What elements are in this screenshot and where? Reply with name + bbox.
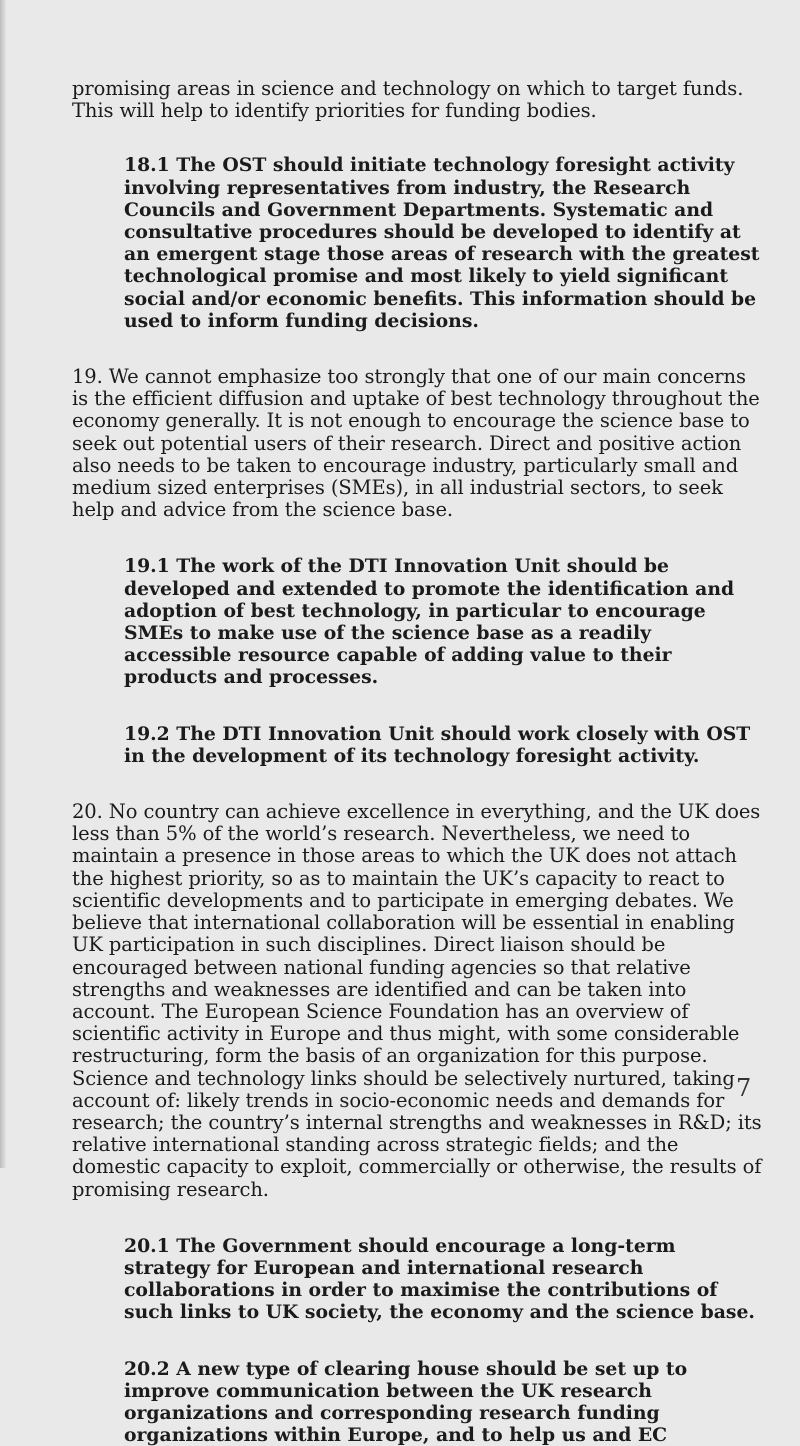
recommendation-18-1: 18.1 The OST should initiate technology foresight activity involving representatives from industry, the Research Councils and Government Departments. Systematic and consultative procedures should be developed to identify at an emergent stage those areas of research with the greatest technological promise and most likely to yield significant social and/or economic benefits. This information should be used to inform funding decisions. bbox=[124, 154, 760, 332]
spacer bbox=[72, 767, 762, 801]
paragraph-19: 19. We cannot emphasize too strongly that one of our main concerns is the efficient diffusion and uptake of best technology throughout the economy generally. It is not enough to encourage the science base to seek out potential users of their research. Direct and positive action also needs to be taken to encourage industry, particularly small and medium sized enterprises (SMEs), in all industrial sectors, to seek help and advice from the science base. bbox=[72, 365, 760, 522]
recommendation-19-2: 19.2 The DTI Innovation Unit should work closely with OST in the development of its technology foresight activity. bbox=[124, 722, 751, 767]
spacer bbox=[72, 122, 762, 154]
paragraph-18-continuation: promising areas in science and technology on which to target funds. This will help to identify priorities for funding bodies. bbox=[72, 77, 744, 123]
page-edge-shadow bbox=[0, 0, 6, 1168]
recommendation-20-2: 20.2 A new type of clearing house should be set up to improve communication between the UK research organizations and corresponding research funding organizations within Europe, and to help us and EC bbox=[124, 1357, 688, 1446]
document-page bbox=[72, 78, 762, 1446]
spacer bbox=[72, 332, 762, 366]
spacer bbox=[72, 1201, 762, 1235]
spacer bbox=[72, 689, 762, 723]
spacer bbox=[72, 1324, 762, 1358]
recommendation-20-1: 20.1 The Government should encourage a long-term strategy for European and international research collaborations in order to maximise the contributions of such links to UK society, the economy and the science base. bbox=[124, 1234, 755, 1324]
paragraph-20: 20. No country can achieve excellence in everything, and the UK does less than 5% of the world’s research. Nevertheless, we need to maintain a presence in those areas to which the UK does not attach the highest priority, so as to maintain the UK’s capacity to react to scientific developments and to participate in emerging debates. We believe that international collaboration will be essential in enabling UK participation in such disciplines. Direct liaison should be encouraged between national funding agencies so that relative strengths and weaknesses are identified and can be taken into account. The European Science Foundation has an overview of scientific activity in Europe and thus might, with some considerable restructuring, form the basis of an organization for this purpose. Science and technology links should be selectively nurtured, taking account of: likely trends in socio-economic needs and demands for research; the country’s internal strengths and weaknesses in R&D; its relative international standing across strategic fields; and the domestic capacity to exploit, commercially or otherwise, the results of promising research. bbox=[72, 800, 762, 1201]
recommendation-19-1: 19.1 The work of the DTI Innovation Unit should be developed and extended to promote the identification and adoption of best technology, in particular to encourage SMEs to make use of the science base as a readily accessible resource capable of adding value to their products and processes. bbox=[124, 555, 735, 689]
spacer bbox=[72, 521, 762, 555]
page-number: 7 bbox=[736, 1074, 752, 1102]
